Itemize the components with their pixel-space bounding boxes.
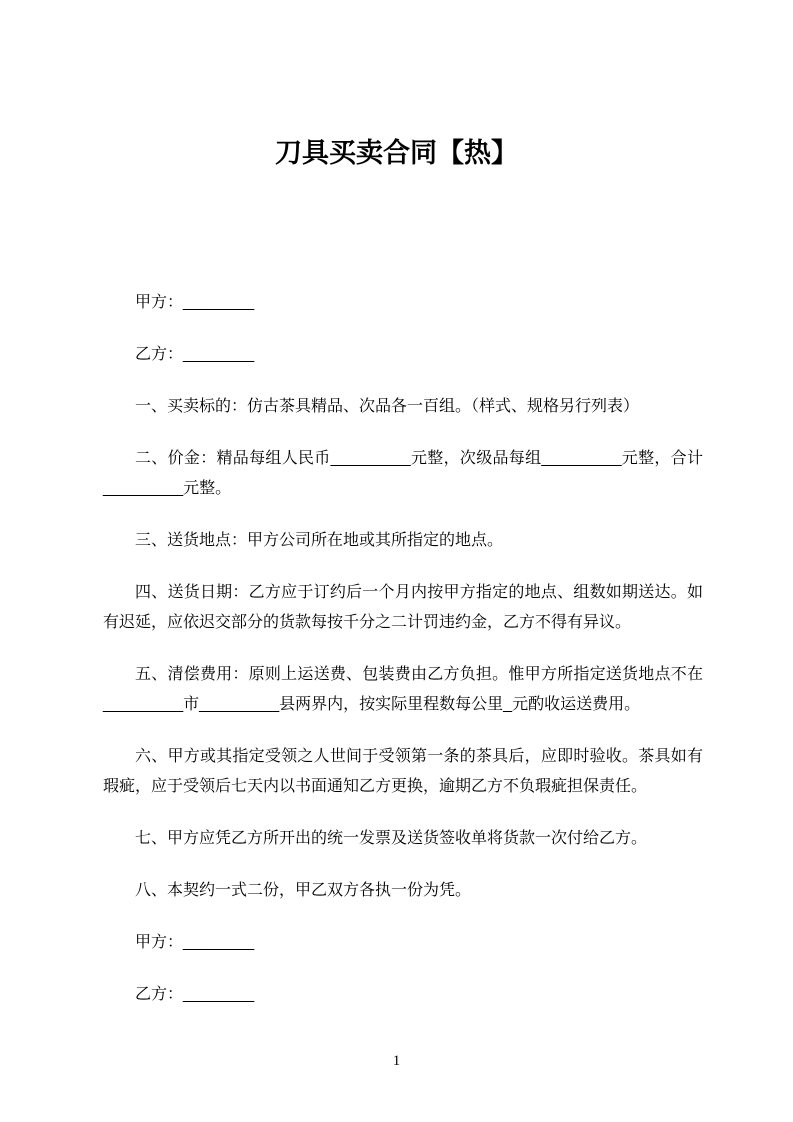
clause-7: 七、甲方应凭乙方所开出的统一发票及送货签收单将货款一次付给乙方。	[135, 830, 648, 847]
party-a-field-top	[103, 288, 703, 318]
document-body	[103, 288, 703, 1010]
party-b-field-bottom	[103, 980, 703, 1010]
party-b-signature-label: 乙方：	[135, 986, 184, 1003]
party-a-blank: ________	[183, 294, 255, 311]
clause-2: 二、价金：精品每组人民币_________元整，次级品每组_________元整，合计_________元整。	[103, 450, 703, 497]
clause-5: 五、清偿费用：原则上运送费、包装费由乙方负担。惟甲方所指定送货地点不在_________市_________县两界内，按实际里程数每公里_元酌收运送费用。	[103, 666, 703, 713]
clause-6: 六、甲方或其指定受领之人世间于受领第一条的茶具后，应即时验收。茶具如有瑕疵，应于受领后七天内以书面通知乙方更换，逾期乙方不负瑕疵担保责任。	[103, 748, 703, 795]
party-a-signature-label: 甲方：	[135, 934, 184, 951]
party-b-signature-blank: ________	[183, 986, 255, 1003]
party-b-label: 乙方：	[135, 346, 184, 363]
clause-4: 四、送货日期：乙方应于订约后一个月内按甲方指定的地点、组数如期送达。如有迟延，应依迟交部分的货款每按千分之二计罚违约金，乙方不得有异议。	[103, 584, 703, 631]
clause-1: 一、买卖标的：仿古茶具精品、次品各一百组。（样式、规格另行列表）	[135, 398, 640, 415]
party-b-field-top	[103, 340, 703, 370]
clause-3: 三、送货地点：甲方公司所在地或其所指定的地点。	[135, 532, 504, 549]
party-a-label: 甲方：	[135, 294, 184, 311]
party-b-blank: ________	[183, 346, 255, 363]
page-number: 1	[392, 1053, 401, 1069]
clause-8: 八、本契约一式二份，甲乙双方各执一份为凭。	[135, 882, 472, 899]
party-a-signature-blank: ________	[183, 934, 255, 951]
document-title: 刀具买卖合同【热】	[275, 138, 518, 168]
party-a-field-bottom	[103, 928, 703, 958]
